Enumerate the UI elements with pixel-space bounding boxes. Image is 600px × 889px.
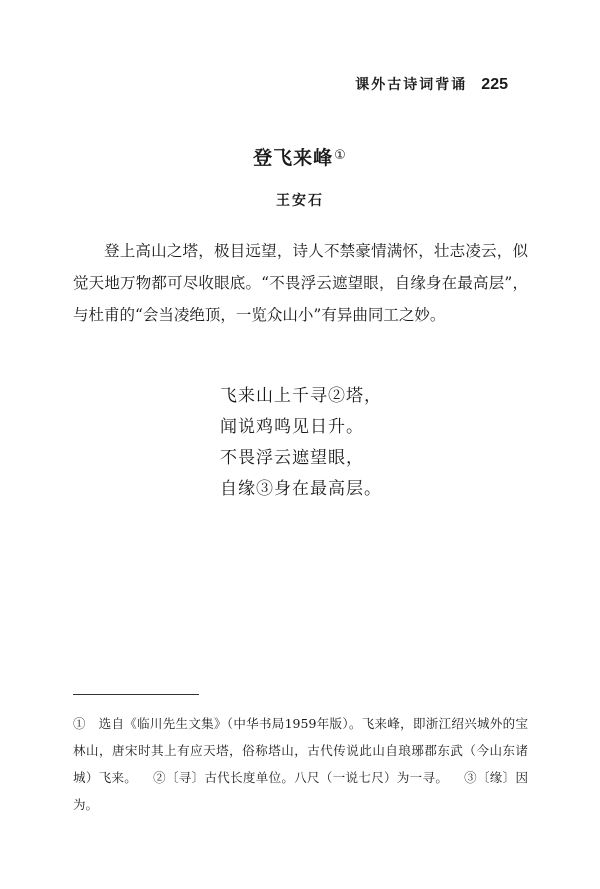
footnotes — [73, 710, 528, 818]
poem-line-3: 不畏浮云遮望眼， — [220, 448, 364, 468]
poem-line-4: 自缘③身在最高层。 — [220, 479, 382, 499]
poem-title — [0, 143, 600, 170]
footnote-1: ① 选自《临川先生文集》（中华书局1959年版）。飞来峰，即浙江绍兴城外的宝林山，唐宋时其上有应天塔，俗称塔山，古代传说此山自琅琊郡东武（今山东诸城）飞来。 — [73, 716, 528, 785]
poem-line-2: 闻说鸡鸣见日升。 — [220, 417, 364, 437]
introduction — [73, 235, 528, 331]
page-number: 225 — [481, 76, 508, 93]
footnote-paragraph — [73, 710, 528, 818]
footnote-divider — [73, 694, 199, 695]
title-note-marker: ① — [334, 148, 347, 163]
footnote-3: ③〔缘〕因为。 — [73, 770, 528, 812]
introduction-text: 登上高山之塔，极目远望，诗人不禁豪情满怀，壮志凌云，似觉天地万物都可尽收眼底。“不畏浮云遮望眼，自缘身在最高层”，与杜甫的“会当凌绝顶，一览众山小”有异曲同工之妙。 — [73, 242, 528, 324]
poem-body — [220, 381, 382, 505]
poem-line-1: 飞来山上千寻②塔， — [220, 386, 382, 406]
poem-author: 王安石 — [276, 193, 324, 209]
poem-title-text: 登飞来峰 — [253, 147, 334, 169]
footnote-2: ②〔寻〕古代长度单位。八尺（一说七尺）为一寻。 — [153, 770, 449, 785]
running-header — [355, 74, 508, 94]
section-title: 课外古诗词背诵 — [355, 77, 468, 93]
